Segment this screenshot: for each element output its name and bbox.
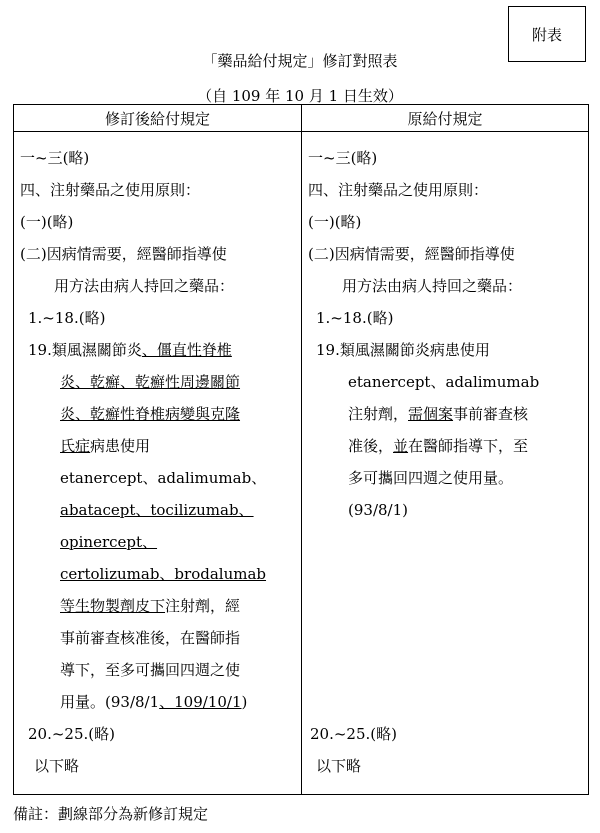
revised-line: 事前審查核准後，在醫師指 [60,629,241,647]
underlined-revision: 炎、乾癬、乾癬性周邊關節 [60,373,241,391]
revised-line: 一~三(略) [20,149,90,167]
underlined-text: 需個案 [408,405,454,423]
revised-text: 19.類風濕關節炎 [28,341,142,359]
revised-text: 病患使用 [90,437,151,455]
revised-line: 導下，至多可攜回四週之使 [60,661,241,679]
revised-text: 用量。(93/8/1 [60,693,160,711]
revised-line: 用方法由病人持回之藥品： [54,277,235,295]
effective-date: （自 109 年 10 月 1 日生效） [197,87,403,105]
original-text: 注射劑， [348,405,409,423]
footnote: 備註：劃線部分為新修訂規定 [13,805,209,823]
revised-line: 四、注射藥品之使用原則： [20,181,201,199]
underlined-revision: 、僵直性脊椎 [141,341,232,359]
revised-line-19 [28,340,232,360]
original-line: 多可攜回四週之使用量。 [348,469,514,487]
original-line [348,404,528,424]
original-line: (一)(略) [308,213,362,231]
underlined-revision: abatacept、tocilizumab、 [60,501,254,519]
revised-line [60,596,240,616]
original-line: (93/8/1) [348,501,408,519]
original-text: 准後， [348,437,394,455]
revised-line: 20.~25.(略) [28,725,115,743]
original-line: 四、注射藥品之使用原則： [308,181,489,199]
original-line: 一~三(略) [308,149,378,167]
comparison-table [13,104,589,795]
revised-line: (一)(略) [20,213,74,231]
original-text: 在醫師指導下，至 [408,437,529,455]
original-line [348,436,528,456]
revised-text: ) [241,693,248,711]
underlined-revision: 氏症 [60,437,91,455]
original-line: (二)因病情需要，經醫師指導使 [308,245,515,263]
underlined-revision: 等生物製劑皮下 [60,597,166,615]
revised-line: 1.~18.(略) [28,309,106,327]
revised-line: 以下略 [34,757,80,775]
revised-line [60,692,247,712]
underlined-revision: opinercept、 [60,533,158,551]
underlined-revision: certolizumab、brodalumab [60,565,267,583]
header-revised: 修訂後給付規定 [14,105,302,132]
revised-text: 注射劑，經 [165,597,241,615]
original-line: 以下略 [316,757,362,775]
revised-line: (二)因病情需要，經醫師指導使 [20,245,227,263]
underlined-revision: 、109/10/1 [159,693,242,711]
original-line-19: 19.類風濕關節炎病患使用 [316,341,490,359]
underlined-text: 並 [393,437,409,455]
original-column [302,132,589,795]
original-line: etanercept、adalimumab [348,373,540,391]
revised-line: etanercept、adalimumab、 [60,469,267,487]
document-title: 「藥品給付規定」修訂對照表 [202,52,398,70]
original-line: 20.~25.(略) [310,725,397,743]
original-text: 事前審查核 [453,405,529,423]
underlined-revision: 炎、乾癬性脊椎病變與克隆 [60,405,241,423]
original-line: 用方法由病人持回之藥品： [342,277,523,295]
header-original: 原給付規定 [302,105,589,132]
revised-line [60,436,150,456]
revised-column [14,132,302,795]
annex-label: 附表 [508,6,586,62]
original-line: 1.~18.(略) [316,309,394,327]
